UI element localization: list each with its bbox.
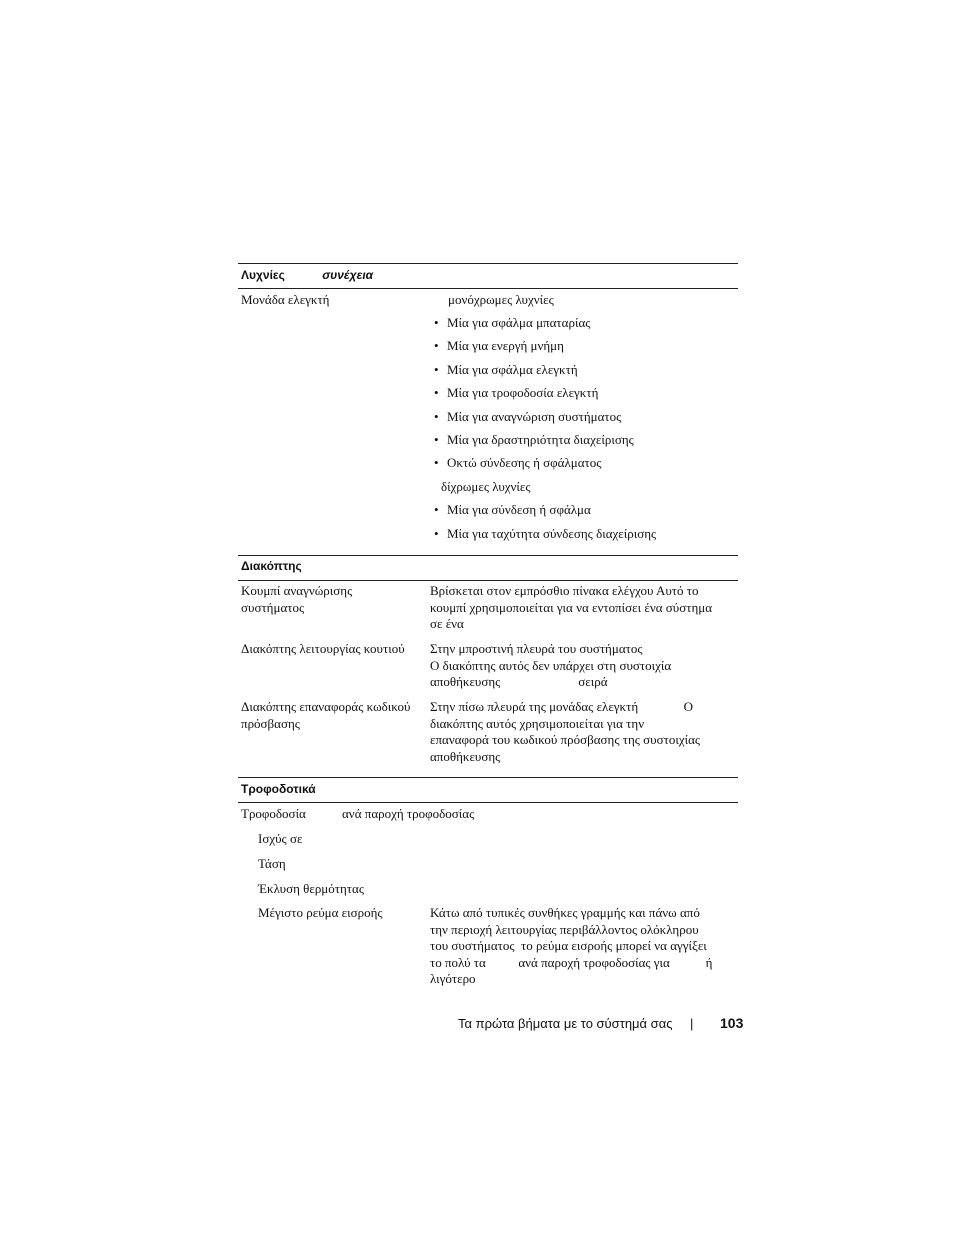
switch-row-label: Διακόπτης επαναφοράς κωδικού πρόσβασης bbox=[241, 699, 411, 731]
list-item-text: Μία για σφάλμα ελεγκτή bbox=[447, 362, 578, 377]
continued-label: συνέχεια bbox=[322, 268, 374, 282]
list-item: • Μία για τροφοδοσία ελεγκτή bbox=[434, 385, 599, 400]
list-item: • Μία για σύνδεση ή σφάλμα bbox=[434, 502, 591, 517]
list-item: • Οκτώ σύνδεσης ή σφάλματος bbox=[434, 455, 602, 470]
section-rule-top-power bbox=[238, 777, 738, 778]
switch-row-value: Βρίσκεται στον εμπρόσθιο πίνακα ελέγχου Αυτό το κουμπί χρησιμοποιείται για να εντοπίσει ένα σύστημα σε ένα bbox=[430, 583, 713, 631]
switch-row-value: Στην μπροστινή πλευρά του συστήματος Ο διακόπτης αυτός δεν υπάρχει στη συστοιχία αποθήκευσης σειρά bbox=[430, 641, 672, 689]
list-item-text: Οκτώ σύνδεσης ή σφάλματος bbox=[447, 455, 602, 470]
list-item-text: Μία για αναγνώριση συστήματος bbox=[447, 409, 622, 424]
list-item-text: Μία για ταχύτητα σύνδεσης διαχείρισης bbox=[447, 526, 657, 541]
footer-title: Τα πρώτα βήματα με το σύστημά σας bbox=[458, 1016, 673, 1031]
section-rule-switches bbox=[238, 580, 738, 581]
list-item-text: Μία για σφάλμα μπαταρίας bbox=[447, 315, 591, 330]
footer-separator: | bbox=[690, 1016, 694, 1031]
switch-row-label: Διακόπτης λειτουργίας κουτιού bbox=[241, 641, 405, 656]
list-item-text: Μία για τροφοδοσία ελεγκτή bbox=[447, 385, 599, 400]
section-heading-lamps bbox=[241, 268, 373, 282]
power-sub-row: Τάση bbox=[258, 856, 286, 871]
list-item: • Μία για σφάλμα μπαταρίας bbox=[434, 315, 591, 330]
list-item: • Μία για σφάλμα ελεγκτή bbox=[434, 362, 578, 377]
power-sub-row: Έκλυση θερμότητας bbox=[258, 881, 364, 896]
list-item: • Μία για ενεργή μνήμη bbox=[434, 338, 564, 353]
list-item: • Μία για αναγνώριση συστήματος bbox=[434, 409, 622, 424]
dual-lamps-heading: δίχρωμες λυχνίες bbox=[441, 479, 531, 494]
controller-module-label: Μονάδα ελεγκτή bbox=[241, 292, 330, 307]
list-item-text: Μία για σύνδεση ή σφάλμα bbox=[447, 502, 591, 517]
list-item: • Μία για δραστηριότητα διαχείρισης bbox=[434, 432, 634, 447]
section-rule-lamps bbox=[238, 288, 738, 289]
list-item: • Μία για ταχύτητα σύνδεσης διαχείρισης bbox=[434, 526, 657, 541]
switches-heading: Διακόπτης bbox=[241, 559, 302, 573]
power-sub-row: Ισχύς σε bbox=[258, 831, 303, 846]
power-row-value: ανά παροχή τροφοδοσίας bbox=[342, 806, 475, 821]
power-row-label: Τροφοδοσία bbox=[241, 806, 306, 821]
switch-row-label: Κουμπί αναγνώρισης συστήματος bbox=[241, 583, 353, 615]
page-number: 103 bbox=[720, 1015, 744, 1031]
power-heading: Τροφοδοτικά bbox=[241, 782, 316, 796]
table-top-rule bbox=[238, 263, 738, 264]
list-item-text: Μία για ενεργή μνήμη bbox=[447, 338, 564, 353]
power-sub-row: Μέγιστο ρεύμα εισροής bbox=[258, 905, 383, 920]
list-item-text: Μία για δραστηριότητα διαχείρισης bbox=[447, 432, 634, 447]
inrush-description: Κάτω από τυπικές συνθήκες γραμμής και πάνω από την περιοχή λειτουργίας περιβάλλοντος ολόκληρου του συστήματος το ρεύμα εισροής μπορεί να αγγίξει το πολύ τα ανά παροχή τροφοδοσίας για ή λιγότερο bbox=[430, 905, 713, 986]
switch-row-value: Στην πίσω πλευρά της μονάδας ελεγκτή Ο διακόπτης αυτός χρησιμοποιείται για την επαναφορά του κωδικού πρόσβασης της συστοιχίας αποθήκευσης bbox=[430, 699, 701, 764]
section-rule-top-switches bbox=[238, 555, 738, 556]
section-rule-power bbox=[238, 802, 738, 803]
mono-lamps-heading: μονόχρωμες λυχνίες bbox=[448, 292, 554, 307]
lamps-heading: Λυχνίες bbox=[241, 268, 285, 282]
